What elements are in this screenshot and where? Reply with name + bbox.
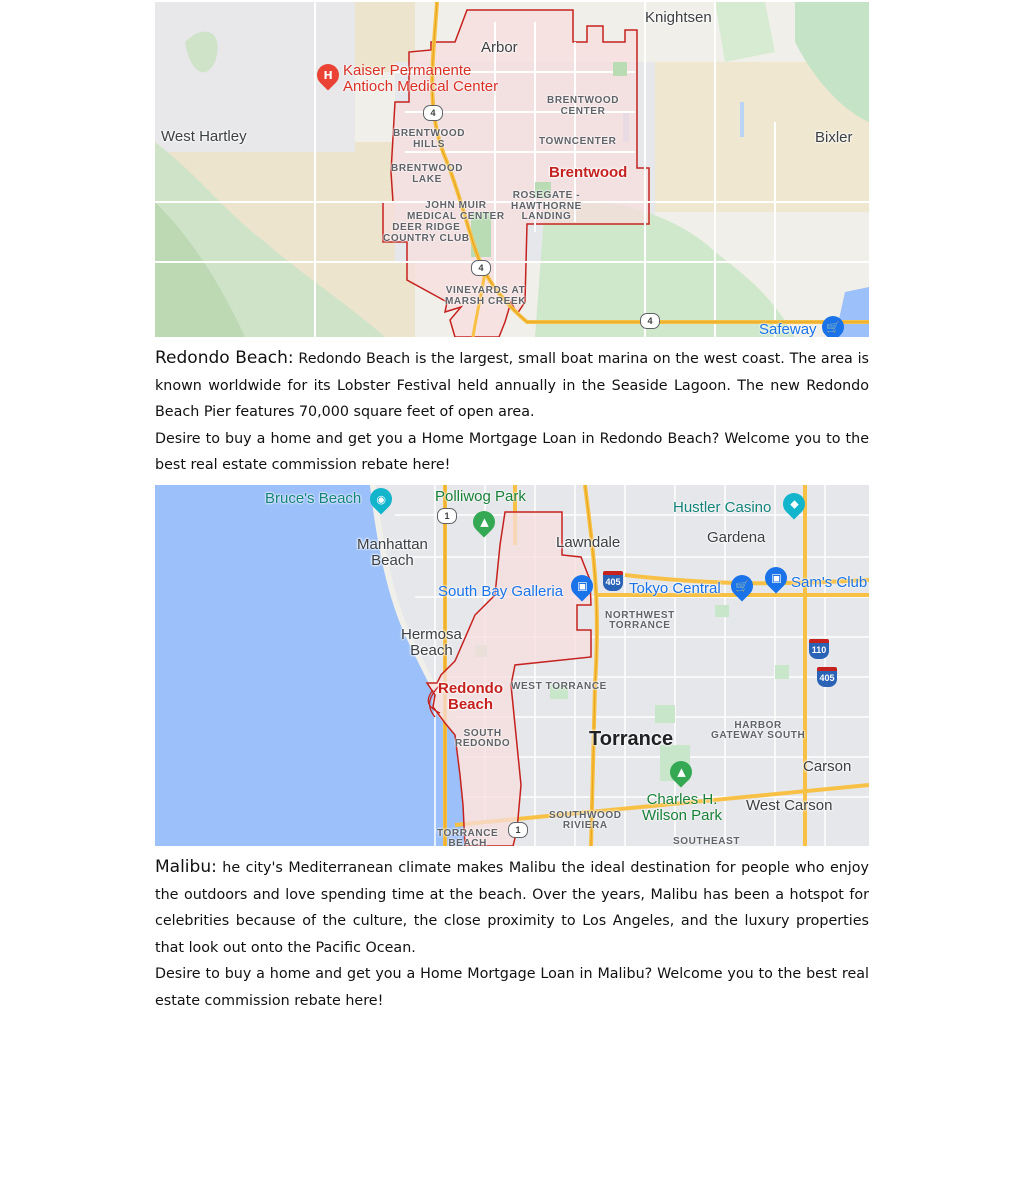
map-label-vineyards: VINEYARDS AT MARSH CREEK [445,285,527,307]
map-label-lawndale: Lawndale [556,533,621,551]
interstate-405-shield: 405 [817,667,837,687]
map-label-west-hartley: West Hartley [161,128,247,145]
casino-pin-icon[interactable]: ◆ [778,488,809,519]
malibu-body: he city's Mediterranean climate makes Malibu the ideal destination for people who enjoy the outdoors and love spending time at the beach. Over the years, Malibu has been a hotspot for celebrities because of the culture, the close proximity to Los Angeles, and the luxury properties that look out onto the Pacific Ocean. [155,859,869,956]
route-1-shield: 1 [437,508,457,524]
map-label-polliwog-park[interactable]: Polliwog Park [435,487,526,505]
redondo-beach-section [155,345,869,479]
map-label-southeast: SOUTHEAST [673,835,741,846]
map-label-torrance: Torrance [589,727,674,750]
map-label-deer-ridge: DEER RIDGE COUNTRY CLUB [383,222,470,244]
camera-pin-icon[interactable]: ◉ [365,485,396,515]
park-pin-icon[interactable]: ▲ [468,506,499,537]
map-label-bixler: Bixler [815,129,853,146]
redondo-beach-body: Redondo Beach is the largest, small boat marina on the west coast. The area is known worldwide for its Lobster Festival held annually in the Seaside Lagoon. The new Redondo Beach Pier features 70,000 square feet of open area. [155,351,869,421]
map-label-south-bay-galleria[interactable]: South Bay Galleria [438,582,564,600]
map-label-southwood-riviera: SOUTHWOOD RIVIERA [549,809,622,832]
map-label-charles-wilson-park[interactable]: Charles H. Wilson Park [642,790,723,824]
route-1-shield: 1 [508,822,528,838]
brentwood-map[interactable] [155,2,869,337]
park-pin-icon[interactable]: ▲ [665,756,696,787]
map-label-brentwood: Brentwood [549,164,628,181]
redondo-beach-map[interactable] [155,485,869,846]
map-label-rosegate: ROSEGATE - HAWTHORNE LANDING [511,190,582,222]
map-label-torrance-beach: TORRANCE BEACH [437,827,499,846]
map-label-brentwood-lake: BRENTWOOD LAKE [391,163,464,185]
map-label-northwest-torrance: NORTHWEST TORRANCE [605,609,675,632]
map-label-hustler-casino[interactable]: Hustler Casino [673,498,772,516]
redondo-beach-cta: Desire to buy a home and get you a Home Mortgage Loan in Redondo Beach? Welcome you to the best real estate commission rebate here! [155,430,869,474]
map-label-arbor: Arbor [481,39,518,56]
map-label-kaiser[interactable]: Kaiser Permanente Antioch Medical Center [343,62,499,95]
route-4-shield: 4 [423,105,443,121]
route-4-shield: 4 [640,313,660,329]
map-label-sams-club[interactable]: Sam's Club [791,573,868,591]
map-label-south-redondo: SOUTH REDONDO [455,727,511,750]
malibu-section [155,854,869,1015]
map-label-manhattan-beach: Manhattan Beach [357,535,428,570]
map-label-bruces-beach[interactable]: Bruce's Beach [265,489,362,507]
shopping-cart-pin-icon[interactable]: 🛒 [817,311,848,337]
shopping-bag-pin-icon[interactable]: ▣ [760,562,791,593]
route-4-shield: 4 [471,260,491,276]
map-label-knightsen: Knightsen [645,9,712,26]
map-label-towncenter: TOWNCENTER [539,136,617,147]
redondo-beach-description [155,345,869,426]
map-label-brentwood-hills: BRENTWOOD HILLS [393,128,466,150]
map-label-hermosa-beach: Hermosa Beach [401,625,462,660]
section-heading-redondo-beach: Redondo Beach: [155,348,294,368]
map-label-redondo-beach: Redondo Beach [438,679,503,713]
malibu-description [155,854,869,961]
map-label-safeway[interactable]: Safeway [759,321,817,337]
shopping-bag-pin-icon[interactable]: ▣ [566,570,597,601]
map-label-brentwood-center: BRENTWOOD CENTER [547,95,620,117]
map-label-john-muir: JOHN MUIR MEDICAL CENTER [407,200,505,222]
document-page [155,2,869,1015]
map-label-harbor-gateway: HARBOR GATEWAY SOUTH [711,719,806,742]
interstate-405-shield: 405 [603,571,623,591]
interstate-110-shield: 110 [809,639,829,659]
map-label-west-torrance: WEST TORRANCE [511,680,607,692]
map-label-gardena: Gardena [707,528,766,546]
shopping-cart-pin-icon[interactable]: 🛒 [726,570,757,601]
map-label-west-carson: West Carson [746,796,833,814]
map-label-carson: Carson [803,757,852,775]
hospital-pin-icon[interactable]: H [312,59,343,90]
section-heading-malibu: Malibu: [155,856,217,877]
malibu-cta: Desire to buy a home and get you a Home Mortgage Loan in Malibu? Welcome you to the best real estate commission rebate here! [155,966,869,1009]
map-label-tokyo-central[interactable]: Tokyo Central [629,579,721,597]
